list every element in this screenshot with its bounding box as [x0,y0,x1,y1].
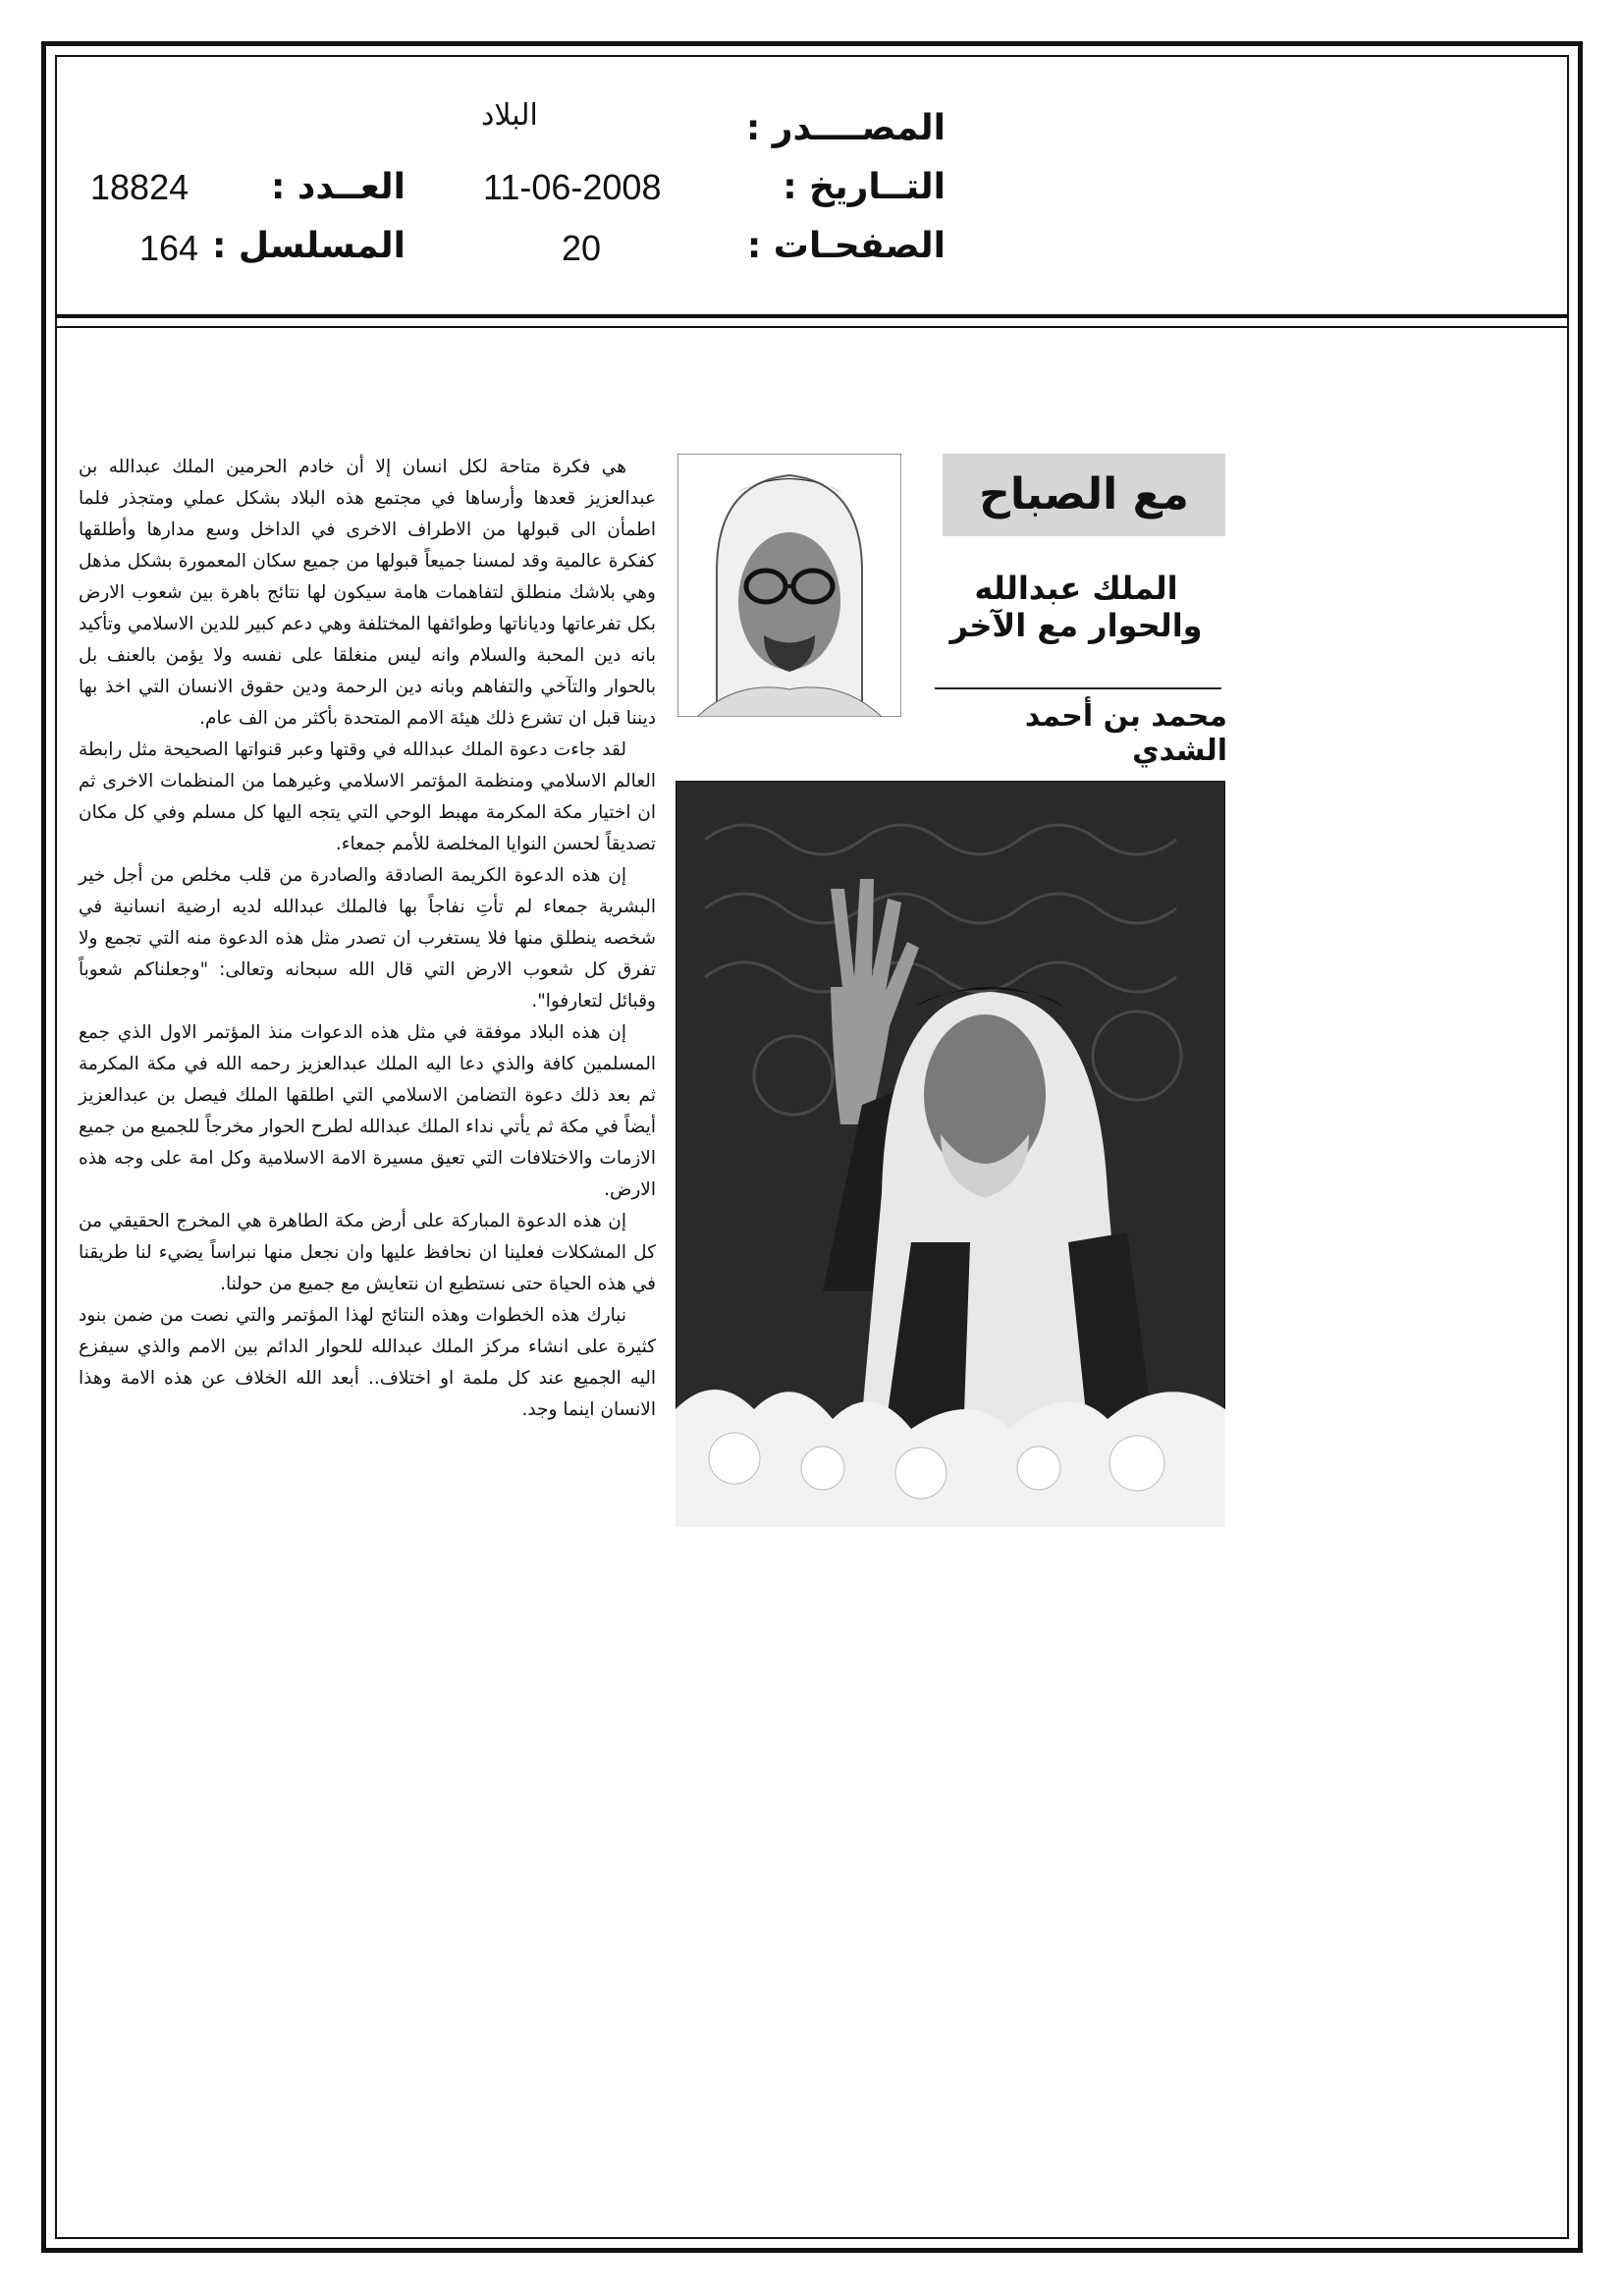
article-paragraph-1: هي فكرة متاحة لكل انسان إلا أن خادم الحرمين الملك عبدالله بن عبدالعزيز قعدها وأرساها في مجتمع هذه البلاد بشكل عملي ومتجذر فلما اطمأن الى قبولها من الاطراف الاخرى في الداخل وسع مدارها وأطلقها كفكرة عالمية وقد لمسنا جميعاً قبولها من جميع سكان المعمورة بشكل مذهل وهي بلاشك منطلق لتفاهمات هامة سيكون لها نتائج باهرة بين شعوب الارض بكل تفرعاتها ودياناتها وطوائفها المختلفة وهي دعم كبير للدين الاسلامي وتأكيد بانه دين المحبة والسلام وانه ليس منغلقا على نفسه ولا يؤمن بالعنف بل بالحوار والتآخي والتفاهم وبانه دين الرحمة ودين حقوق الانسان التي اخذ بها ديننا قبل ان تشرع ذلك هيئة الامم المتحدة بأكثر من الف عام. [79,457,656,729]
article-paragraph-2: لقد جاءت دعوة الملك عبدالله في وقتها وعبر قنواتها الصحيحة مثل رابطة العالم الاسلامي ومنظمة المؤتمر الاسلامي وغيرهما من المنظمات الاخرى ثم ان اختيار مكة المكرمة مهبط الوحي التي يتجه اليها كل مسلم وفي كل مكان تصديقاً لحسن النوايا المخلصة للأمم جمعاء. [79,739,656,854]
header-divider-thin [55,326,1569,328]
date-value: 11-06-2008 [483,167,662,207]
pages-label: الصفحـات : [746,226,946,266]
article-paragraph-4: إن هذه البلاد موفقة في مثل هذه الدعوات منذ المؤتمر الاول الذي جمع المسلمين كافة والذي دعا اليه الملك عبدالعزيز رحمه الله في مكة المكرمة ثم بعد ذلك دعوة التضامن الاسلامي التي اطلقها الملك فيصل بن عبدالعزيز أيضاً في مكة ثم يأتي نداء الملك عبدالله لطرح الحوار مخرجاً للجميع من جميع الازمات والاختلافات التي تعيق مسيرة الامة الاسلامية وكل امة على وجه هذه الارض. [79,1022,656,1200]
article-paragraph-3: إن هذه الدعوة الكريمة الصادقة والصادرة من قلب مخلص من أجل خير البشرية جمعاء لم تأتِ نفاجاً بها فالملك عبدالله لديه ارضية انسانية في شخصه ينطلق منها فلا يستغرب ان تصدر مثل هذه الدعوة منه التي تجمع ولا تفرق كل شعوب الارض التي قال الله سبحانه وتعالى: "وجعلناكم شعوباً وقبائل لتعارفوا". [79,865,656,1011]
header-divider [55,314,1569,318]
date-label: التــاريخ : [783,167,946,207]
serial-value: 164 [139,228,199,268]
article-paragraph-6: نبارك هذه الخطوات وهذه النتائج لهذا المؤتمر والتي نصت من ضمن بنود كثيرة على انشاء مركز الملك عبدالله للحوار الدائم بين الامم والذي سيفزع اليه الجميع عند كل ملمة او اختلاف.. أبعد الله الخلاف عن هذه الامة وهذا الانسان اينما وجد. [79,1305,656,1420]
source-label: المصــــدر : [745,108,946,148]
issue-value: 18824 [90,167,189,207]
pages-value: 20 [562,228,602,268]
byline-rule [935,687,1221,689]
serial-label: المسلسل : [211,226,406,266]
issue-label: العــدد : [271,167,406,207]
source-value: البلاد [481,98,538,133]
article-headline: الملك عبدالله والحوار مع الآخر [949,570,1203,644]
article-byline: محمد بن أحمد الشدي [1024,699,1227,768]
article-body [79,452,656,1426]
article-paragraph-5: إن هذه الدعوة المباركة على أرض مكة الطاهرة هي المخرج الحقيقي من كل المشكلات فعلينا ان نحافظ عليها وان نجعل منها نبراساً يضيء لنا طريقنا في هذه الحياة حتى نستطيع ان نتعايش مع جميع من حولنا. [79,1211,656,1294]
king-waving-photo [676,781,1225,1527]
author-portrait-image [677,454,901,717]
column-banner [943,454,1225,536]
column-banner-title: مع الصباح [979,469,1189,519]
